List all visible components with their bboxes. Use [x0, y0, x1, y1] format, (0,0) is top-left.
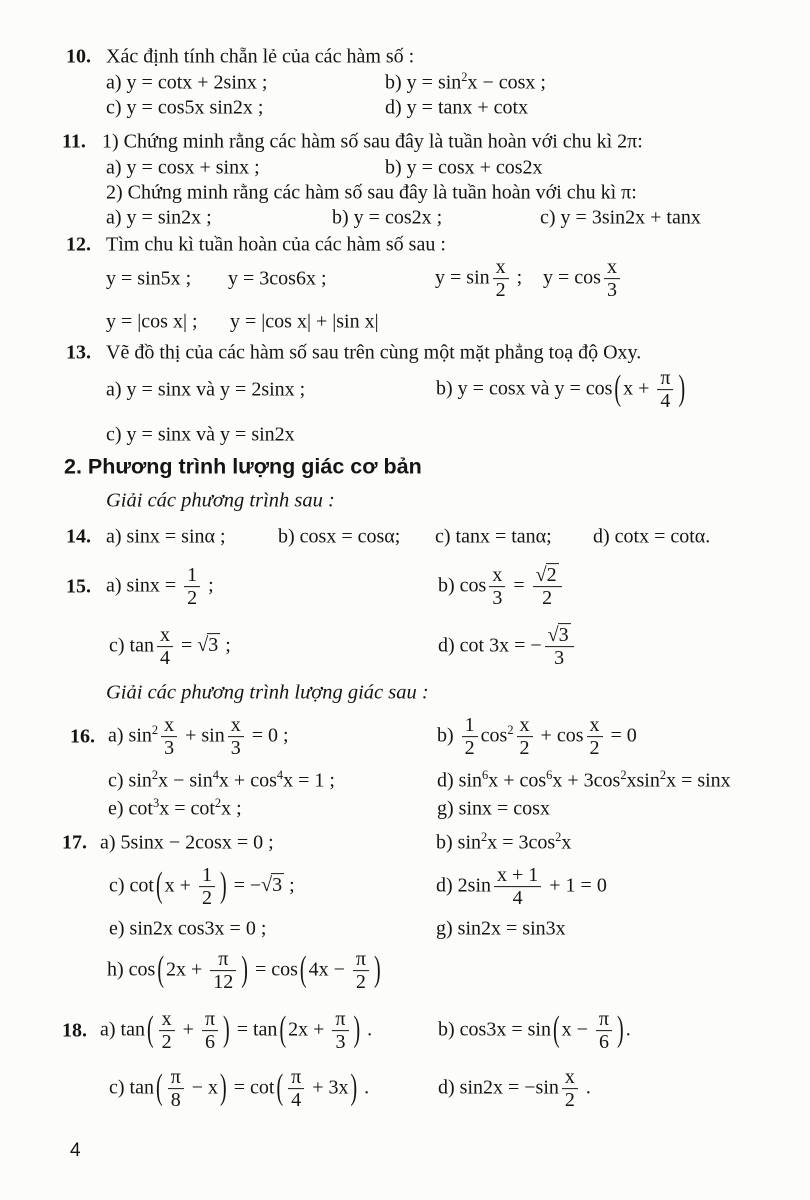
- problem-10-number: 10.: [66, 45, 91, 68]
- exercise-17c: c) cot ( x + $\frac{1}{2}$ ) = −√3 ;: [109, 864, 295, 910]
- exercise-11-2c: c) y = 3sin2x + tanx: [540, 206, 701, 229]
- exercise-16d: d) $\sin^6x + \cos^6x + 3\cos^2xsin^2x = \sin x$: [437, 767, 731, 792]
- exercise-13c: c) y = sinx và y = sin2x: [106, 423, 295, 446]
- problem-17-number: 17.: [62, 831, 87, 854]
- exercise-10c: c) y = cos5x sin2x ;: [106, 96, 264, 119]
- problem-12-title: Tìm chu kì tuần hoàn của các hàm số sau :: [106, 233, 446, 256]
- exercise-17h: h) cos ( 2x + $\frac{\pi}{12}$ ) = cos ( 4x − $\frac{\pi}{2}$ ): [107, 948, 381, 994]
- exercise-12-5: y = |cos x| ;: [106, 310, 198, 333]
- section-heading: 2. Phương trình lượng giác cơ bản: [64, 454, 422, 479]
- problem-11-number: 11.: [62, 130, 86, 153]
- exercise-18d: d) sin2x = −sin $\frac{x}{2}$ .: [438, 1066, 591, 1112]
- problem-10-title-line: [0, 44, 810, 70]
- problem-12-row1: [0, 252, 810, 306]
- exercise-12-1: y = sin5x ;: [106, 267, 192, 290]
- problem-16-row-eg: [0, 794, 810, 824]
- exercise-18c: c) tan ( $\frac{\pi}{8}$ − x ) = cot ( $\frac{\pi}{4}$ + 3x ) .: [109, 1066, 370, 1112]
- exercise-11-2b: b) y = cos2x ;: [332, 206, 443, 229]
- exercise-14c: c) tanx = tanα;: [435, 525, 552, 548]
- problem-14-row: [0, 522, 810, 552]
- exercise-14d: d) cotx = cotα.: [593, 525, 711, 548]
- exercise-11-2a: a) y = sin2x ;: [106, 206, 212, 229]
- problem-17-row-h: [0, 942, 810, 1000]
- problem-13-number: 13.: [66, 341, 91, 364]
- problem-13-title: Vẽ đồ thị của các hàm số sau trên cùng một mặt phẳng toạ độ Oxy.: [106, 341, 642, 364]
- problem-14-number: 14.: [66, 525, 91, 548]
- exercise-12-3: y = sin $\frac{x}{2}$ ;: [435, 256, 523, 302]
- exercise-10a: a) y = cotx + 2sinx ;: [106, 71, 268, 94]
- problem-16-row-cd: [0, 766, 810, 796]
- exercise-13b: b) y = cosx và y = cos ( x + $\frac{\pi}{4}$ ): [436, 367, 686, 413]
- exercise-10d: d) y = tanx + cotx: [385, 96, 529, 119]
- section-intro2: Giải các phương trình lượng giác sau :: [106, 681, 429, 704]
- problem-12-number: 12.: [66, 233, 91, 256]
- exercise-16g: g) sinx = cosx: [437, 797, 550, 820]
- problem-15-row-ab: [0, 558, 810, 616]
- exercise-16c: c) $\sin^2x - \sin^4x + \cos^4x = 1$ ;: [108, 767, 335, 792]
- exercise-17b: b) $\sin^2x = 3\cos^2x$: [436, 829, 572, 854]
- problem-16-row-ab: [0, 708, 810, 766]
- exercise-16b: b) $\frac{1}{2}$ $\cos^2$ $\frac{x}{2}$ + cos $\frac{x}{2}$ = 0: [437, 714, 637, 760]
- section-intro1-line: [0, 488, 810, 514]
- problem-11-part2-line: [0, 180, 810, 206]
- problem-18-row-ab: [0, 1000, 810, 1062]
- exercise-15d: d) cot 3x = − $\frac{√3}{3}$: [438, 624, 577, 670]
- exercise-13a: a) y = sinx và y = 2sinx ;: [106, 378, 306, 401]
- problem-13-row-ab: [0, 360, 810, 420]
- problem-18-row-cd: [0, 1060, 810, 1118]
- exercise-12-6: y = |cos x| + |sin x|: [230, 310, 379, 333]
- problem-11-row1: [0, 155, 810, 181]
- exercise-15c: c) tan $\frac{x}{4}$ = √3 ;: [109, 624, 231, 670]
- exercise-17d: d) 2sin $\frac{x + 1}{4}$ + 1 = 0: [436, 864, 607, 910]
- exercise-14a: a) sinx = sinα ;: [106, 525, 226, 548]
- exercise-15a: a) sinx = $\frac{1}{2}$ ;: [106, 564, 214, 610]
- section-intro1: Giải các phương trình sau :: [106, 489, 335, 512]
- problem-18-number: 18.: [62, 1019, 87, 1042]
- problem-15-number: 15.: [66, 575, 91, 598]
- section-intro2-line: [0, 680, 810, 706]
- problem-11-row2: [0, 205, 810, 231]
- exercise-17e: e) sin2x cos3x = 0 ;: [109, 917, 267, 940]
- section-heading-line: [0, 452, 810, 482]
- exercise-14b: b) cosx = cosα;: [278, 525, 401, 548]
- problem-10-row-cd: [0, 95, 810, 121]
- exercise-17g: g) sin2x = sin3x: [436, 917, 566, 940]
- problem-17-row-eg: [0, 915, 810, 943]
- exercise-12-4: y = cos $\frac{x}{3}$: [543, 256, 623, 302]
- problem-15-row-cd: [0, 618, 810, 676]
- exercise-11-1a: a) y = cosx + sinx ;: [106, 156, 260, 179]
- problem-13-row-c: [0, 422, 810, 448]
- problem-11-part2: 2) Chứng minh rằng các hàm số sau đây là tuần hoàn với chu kì π:: [106, 181, 637, 204]
- exercise-16a: a) $\sin^2$ $\frac{x}{3}$ + sin $\frac{x}{3}$ = 0 ;: [108, 714, 289, 760]
- page-footer: [0, 1138, 810, 1164]
- problem-16-number: 16.: [70, 725, 95, 748]
- problem-17-row-ab: [0, 828, 810, 858]
- exercise-16e: e) $\cot^3x = \cot^2x$ ;: [108, 795, 242, 820]
- exercise-11-1b: b) y = cosx + cos2x: [385, 156, 543, 179]
- problem-12-row2: [0, 306, 810, 338]
- problem-11-part1-line: [0, 129, 810, 155]
- problem-11-part1: 1) Chứng minh rằng các hàm số sau đây là tuần hoàn với chu kì 2π:: [102, 130, 643, 153]
- exercise-18a: a) tan ( $\frac{x}{2}$ + $\frac{\pi}{6}$ ) = tan ( 2x + $\frac{\pi}{3}$ ) .: [100, 1008, 373, 1054]
- exercise-17a: a) 5sinx − 2cosx = 0 ;: [100, 831, 274, 854]
- exercise-18b: b) cos3x = sin ( x − $\frac{\pi}{6}$ ) .: [438, 1008, 631, 1054]
- exercise-10b: b) $y = \sin^2x - \cos x$ ;: [385, 69, 546, 94]
- problem-10-title: Xác định tính chẵn lẻ của các hàm số :: [106, 45, 415, 68]
- problem-17-row-cd: [0, 858, 810, 916]
- exercise-15b: b) cos $\frac{x}{3}$ = $\frac{√2}{2}$: [438, 564, 565, 610]
- exercise-12-2: y = 3cos6x ;: [228, 267, 327, 290]
- page-number: 4: [70, 1140, 81, 1161]
- problem-10-row-ab: [0, 70, 810, 96]
